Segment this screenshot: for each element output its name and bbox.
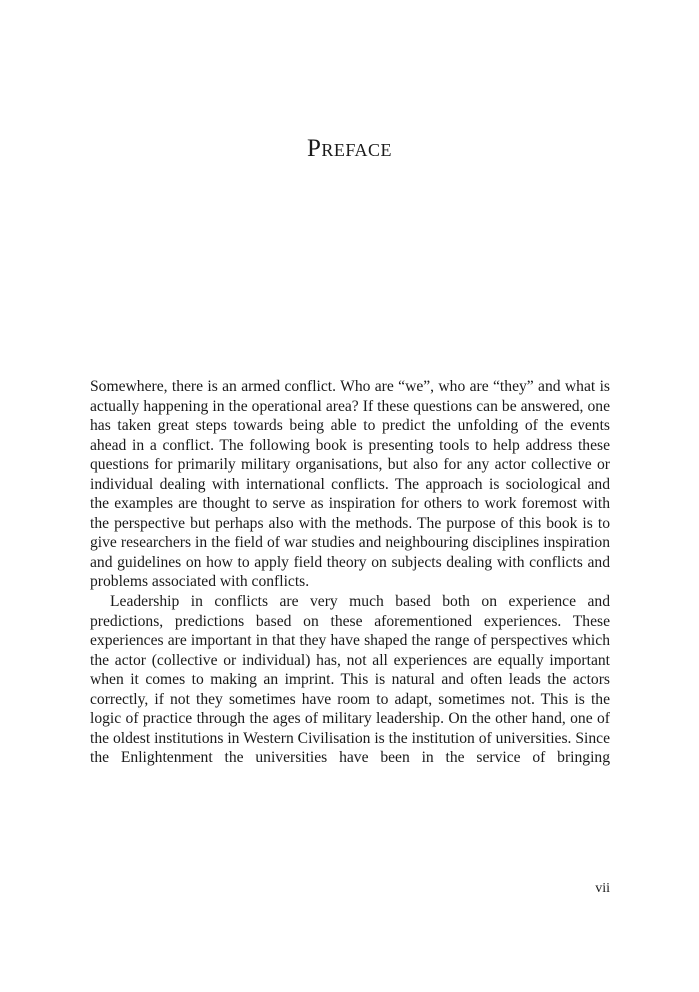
- page-title: Preface: [306, 135, 393, 162]
- page-number: vii: [595, 881, 610, 896]
- preface-body: [90, 377, 610, 768]
- paragraph-1: Somewhere, there is an armed conflict. Who are “we”, who are “they” and what is actually happening in the operational area? If these questions can be answered, one has taken great steps towards being able to predict the unfolding of the events ahead in a conflict. The following book is presenting tools to help address these questions for primarily military organisations, but also for any actor collective or individual dealing with international conflicts. The approach is sociological and the examples are thought to serve as inspiration for others to work foremost with the perspective but perhaps also with the methods. The purpose of this book is to give researchers in the field of war studies and neighbouring disciplines inspiration and guidelines on how to apply field theory on subjects dealing with conflicts and problems associated with conflicts.: [90, 378, 610, 591]
- paragraph-2: Leadership in conflicts are very much based both on experience and predictions, predictions based on these aforementioned experiences. These experiences are important in that they have shaped the range of perspectives which the actor (collective or individual) has, not all experiences are equally important when it comes to making an imprint. This is natural and often leads the actors correctly, if not they sometimes have room to adapt, sometimes not. This is the logic of practice through the ages of military leadership. On the other hand, one of the oldest institutions in Western Civilisation is the institution of universities. Since the Enlightenment the universities have been in the service of bringing: [90, 593, 610, 767]
